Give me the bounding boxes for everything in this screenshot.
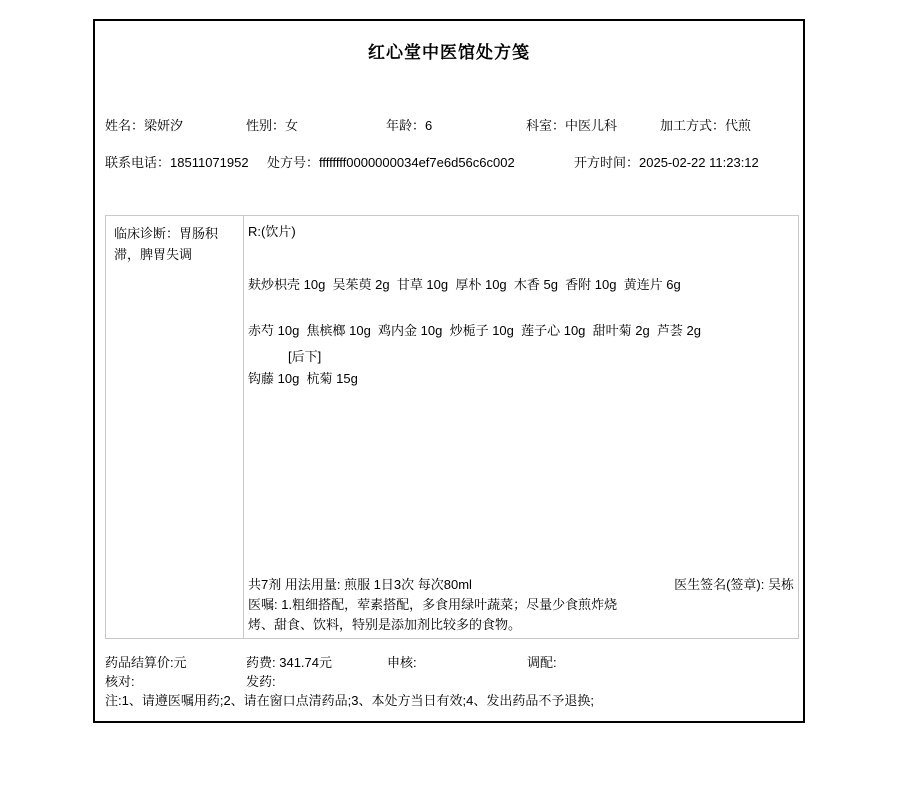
diagnosis-cell [106, 216, 244, 638]
prescription-box [105, 215, 799, 639]
field-name-label: 姓名： [105, 118, 145, 133]
field-name [105, 117, 183, 135]
settle-price-label: 药品结算价: [105, 655, 174, 670]
field-rx-time-value: 2025-02-22 11:23:12 [639, 155, 759, 170]
rx-header: R:(饮片) [248, 224, 296, 239]
dispense-field: 发药: [246, 674, 276, 689]
diagnosis-label: 临床诊断： [114, 226, 180, 241]
field-age-value: 6 [425, 118, 433, 133]
field-rx-time-label: 开方时间： [574, 155, 640, 170]
field-processing-value: 代煎 [725, 118, 752, 133]
check-field: 核对: [105, 674, 135, 689]
field-gender-value: 女 [285, 118, 299, 133]
fee [246, 654, 332, 672]
field-department [526, 117, 617, 135]
field-processing [660, 117, 751, 135]
diagnosis-text [114, 223, 226, 265]
field-gender-label: 性别： [246, 118, 286, 133]
field-department-value: 中医儿科 [565, 118, 618, 133]
field-rx-time [574, 154, 759, 172]
settle-price-unit: 元 [173, 655, 187, 670]
field-gender [246, 117, 298, 135]
rx-bottom-section [248, 575, 794, 635]
field-phone-label: 联系电话： [105, 155, 171, 170]
field-rx-number-value: ffffffff0000000034ef7e6d56c6c002 [319, 155, 515, 170]
prescription-sheet [93, 19, 805, 723]
field-rx-number-label: 处方号： [267, 155, 320, 170]
doctor-signature-value: 吴栋 [767, 577, 794, 592]
field-name-value: 梁妍汐 [144, 118, 184, 133]
fee-value: 341.74元 [279, 655, 332, 670]
field-phone [105, 154, 249, 172]
field-age-label: 年龄： [386, 118, 426, 133]
field-phone-value: 18511071952 [170, 155, 249, 170]
doctor-signature [674, 575, 794, 595]
field-rx-number [267, 154, 515, 172]
prepare-field: 调配: [527, 655, 557, 670]
usage-row [248, 575, 794, 595]
review-field: 申核: [387, 655, 417, 670]
footer-note: 注:1、请遵医嘱用药;2、请在窗口点清药品;3、本处方当日有效;4、发出药品不予退换; [105, 693, 594, 708]
rx-herb-line: 赤芍 10g 焦槟榔 10g 鸡内金 10g 炒栀子 10g 莲子心 10g 甜叶菊 2g 芦荟 2g [248, 323, 701, 338]
doctor-advice: 医嘱: 1.粗细搭配，荤素搭配，多食用绿叶蔬菜；尽量少食煎炸烧烤、甜食、饮料，特别是添加剂比较多的食物。 [248, 597, 618, 632]
field-processing-label: 加工方式： [660, 118, 726, 133]
rx-herb-line: 钩藤 10g 杭菊 15g [248, 371, 358, 386]
page-title: 红心堂中医馆处方笺 [368, 43, 530, 62]
field-department-label: 科室： [526, 118, 566, 133]
doctor-signature-label: 医生签名(签章): [674, 577, 768, 592]
rx-herb-line: 麸炒枳壳 10g 吴茱萸 2g 甘草 10g 厚朴 10g 木香 5g 香附 10g 黄连片 6g [248, 277, 681, 292]
prescription-cell [244, 216, 798, 638]
diagnosis-value: 胃肠积滞，脾胃失调 [114, 226, 219, 262]
usage-text: 共7剂 用法用量: 煎服 1日3次 每次80ml [248, 577, 472, 592]
rx-decoct-note: [后下] [288, 349, 322, 364]
field-age [386, 117, 432, 135]
fee-label: 药费: [246, 655, 280, 670]
settle-price [105, 654, 187, 672]
